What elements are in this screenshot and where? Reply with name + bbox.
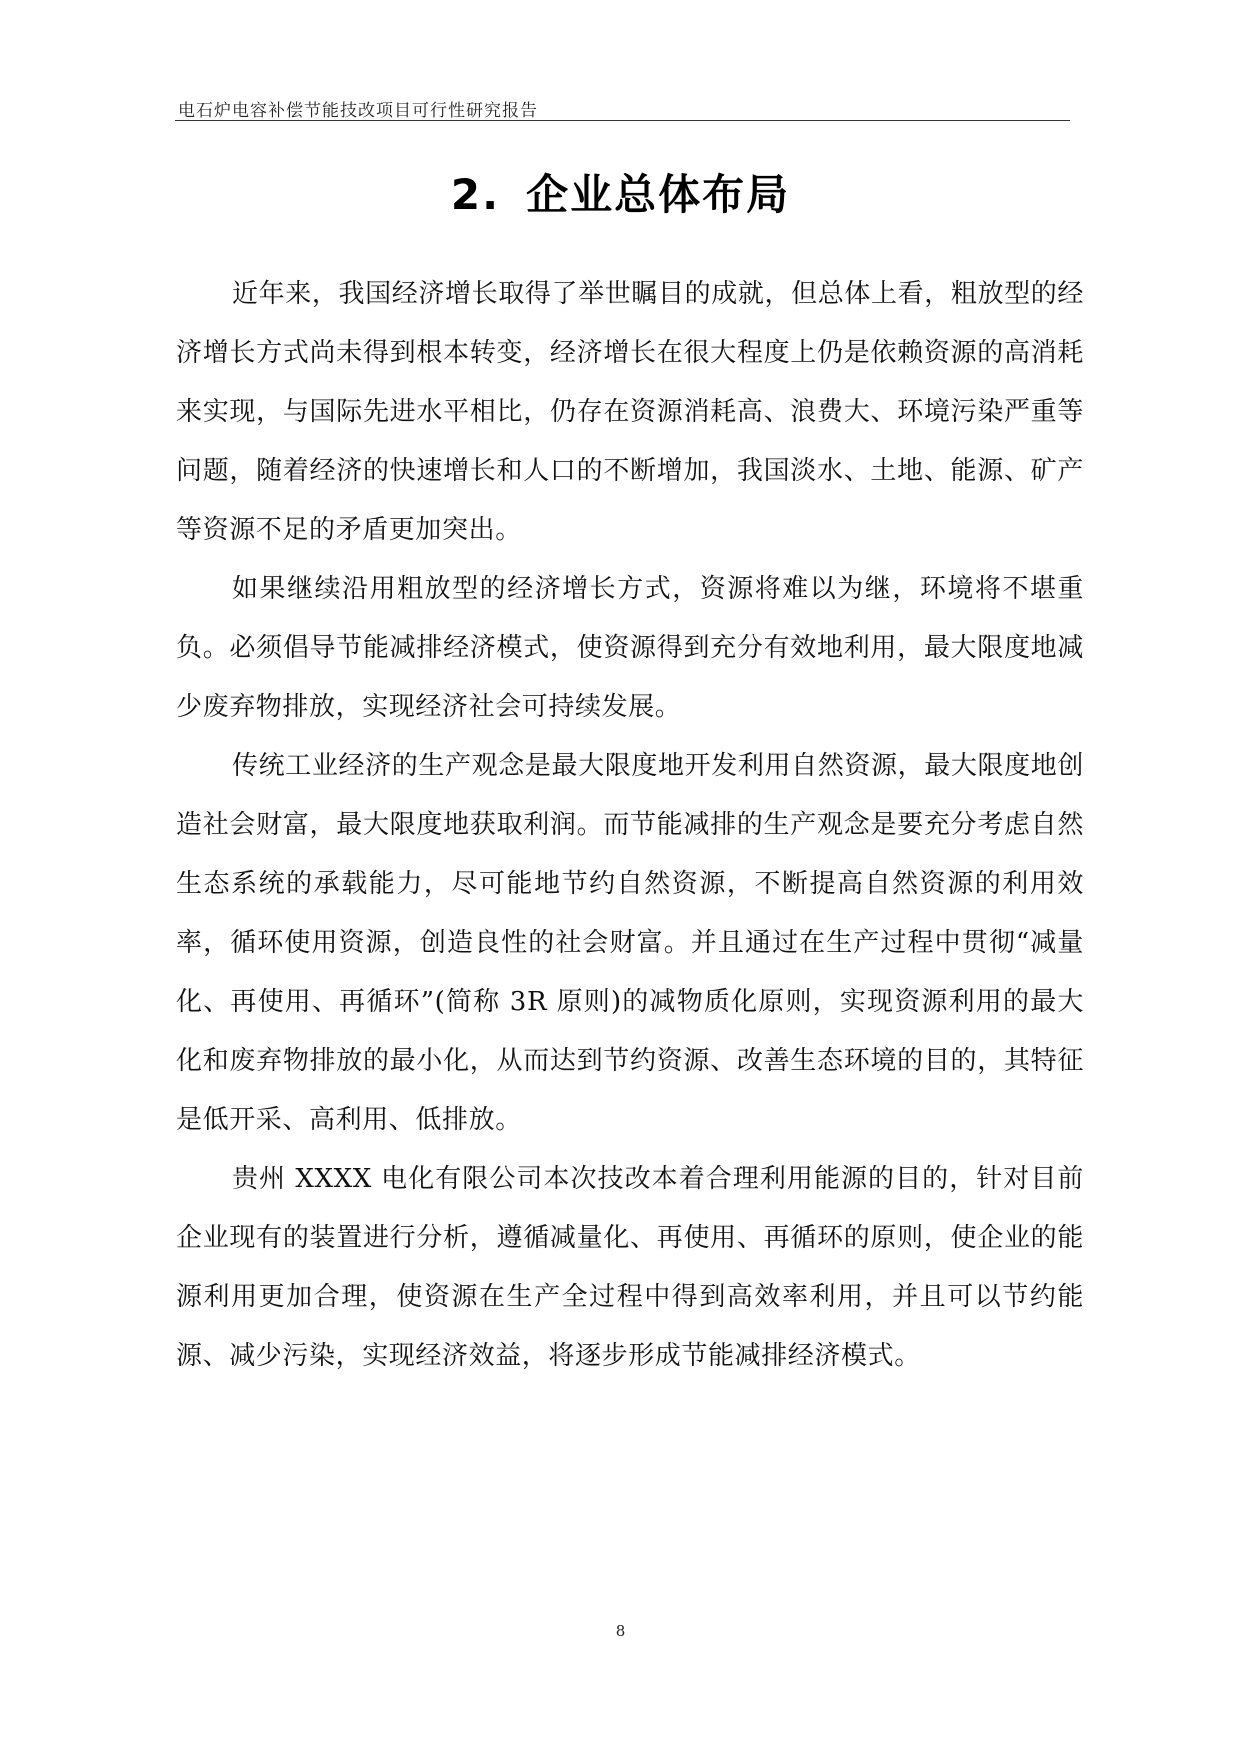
chapter-title: 企业总体布局 xyxy=(526,170,791,219)
page-number: 8 xyxy=(615,1622,626,1640)
header-divider xyxy=(175,120,1070,121)
chapter-heading xyxy=(0,162,1241,222)
paragraph: 传统工业经济的生产观念是最大限度地开发利用自然资源，最大限度地创造社会财富，最大限度地获取利润。而节能减排的生产观念是要充分考虑自然生态系统的承载能力，尽可能地节约自然资源，不断提高自然资源的利用效率，循环使用资源，创造良性的社会财富。并且通过在生产过程中贯彻“减量化、再使用、再循环”(简称 3R 原则)的减物质化原则，实现资源利用的最大化和废弃物排放的最小化，从而达到节约资源、改善生态环境的目的，其特征是低开采、高利用、低排放。 xyxy=(176,751,1084,1135)
paragraph: 近年来，我国经济增长取得了举世瞩目的成就，但总体上看，粗放型的经济增长方式尚未得到根本转变，经济增长在很大程度上仍是依赖资源的高消耗来实现，与国际先进水平相比，仍存在资源消耗高、浪费大、环境污染严重等问题，随着经济的快速增长和人口的不断增加，我国淡水、土地、能源、矿产等资源不足的矛盾更加突出。 xyxy=(176,279,1084,545)
paragraph: 如果继续沿用粗放型的经济增长方式，资源将难以为继，环境将不堪重负。必须倡导节能减排经济模式，使资源得到充分有效地利用，最大限度地减少废弃物排放，实现经济社会可持续发展。 xyxy=(176,574,1084,722)
running-header: 电石炉电容补偿节能技改项目可行性研究报告 xyxy=(178,101,538,121)
chapter-number: 2. xyxy=(450,170,501,219)
body-text xyxy=(176,265,1084,1386)
paragraph: 贵州 XXXX 电化有限公司本次技改本着合理利用能源的目的，针对目前企业现有的装置进行分析，遵循减量化、再使用、再循环的原则，使企业的能源利用更加合理，使资源在生产全过程中得到高效率利用，并且可以节约能源、减少污染，实现经济效益，将逐步形成节能减排经济模式。 xyxy=(176,1164,1084,1371)
